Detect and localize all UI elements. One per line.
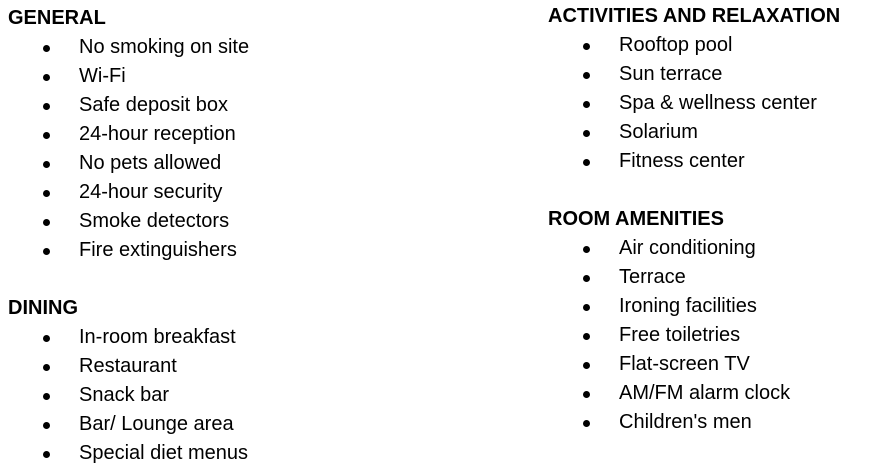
list-item-label: Snack bar: [79, 384, 170, 406]
bullet-icon: [583, 101, 590, 108]
bullet-icon: [583, 420, 590, 427]
list-item-label: No smoking on site: [79, 36, 250, 58]
list-item-label: Ironing facilities: [619, 295, 757, 317]
list-item-label: Rooftop pool: [619, 34, 733, 56]
list-item: [8, 178, 448, 207]
list-item: [548, 60, 886, 89]
left-column: [8, 4, 448, 468]
bullet-icon: [43, 335, 50, 342]
list-item-label: 24-hour security: [79, 181, 223, 203]
bullet-icon: [583, 391, 590, 398]
list-item-label: Spa & wellness center: [619, 92, 817, 114]
list-item: [8, 439, 448, 468]
list-item: [8, 236, 448, 265]
bullet-icon: [583, 362, 590, 369]
list-item: [548, 292, 886, 321]
list-item-label: Children's men: [619, 411, 752, 433]
general-list: [8, 33, 448, 265]
section-title-dining: DINING: [8, 297, 78, 319]
bullet-icon: [583, 130, 590, 137]
list-item: [8, 33, 448, 62]
list-item-label: Air conditioning: [619, 237, 756, 259]
list-item-label: In-room breakfast: [79, 326, 236, 348]
bullet-icon: [583, 43, 590, 50]
room-amenities-list: [548, 234, 886, 437]
section-title-room-amenities: ROOM AMENITIES: [548, 208, 724, 230]
list-item: [8, 207, 448, 236]
list-item-label: Free toiletries: [619, 324, 741, 346]
bullet-icon: [43, 132, 50, 139]
bullet-icon: [43, 103, 50, 110]
list-item: [8, 381, 448, 410]
list-item-label: Fitness center: [619, 150, 745, 172]
bullet-icon: [43, 422, 50, 429]
bullet-icon: [43, 219, 50, 226]
list-item-label: AM/FM alarm clock: [619, 382, 791, 404]
list-item-label: Smoke detectors: [79, 210, 230, 232]
section-gap: [8, 265, 448, 294]
list-item: [548, 234, 886, 263]
list-item: [548, 31, 886, 60]
bullet-icon: [43, 161, 50, 168]
list-item-label: No pets allowed: [79, 152, 222, 174]
bullet-icon: [43, 451, 50, 458]
list-item-label: Solarium: [619, 121, 698, 143]
list-item-label: Terrace: [619, 266, 686, 288]
dining-list: [8, 323, 448, 468]
list-item-label: Restaurant: [79, 355, 177, 377]
section-title-activities: ACTIVITIES AND RELAXATION: [548, 5, 841, 27]
bullet-icon: [43, 393, 50, 400]
right-column: [548, 2, 886, 437]
list-item: [8, 149, 448, 178]
list-item: [548, 147, 886, 176]
list-item: [548, 350, 886, 379]
list-item: [548, 118, 886, 147]
list-item: [548, 321, 886, 350]
list-item-label: 24-hour reception: [79, 123, 236, 145]
bullet-icon: [583, 246, 590, 253]
bullet-icon: [583, 304, 590, 311]
list-item: [548, 408, 886, 437]
list-item-label: Bar/ Lounge area: [79, 413, 234, 435]
bullet-icon: [583, 275, 590, 282]
bullet-icon: [43, 190, 50, 197]
list-item-label: Flat-screen TV: [619, 353, 750, 375]
list-item: [8, 120, 448, 149]
list-item-label: Fire extinguishers: [79, 239, 237, 261]
bullet-icon: [583, 72, 590, 79]
section-title-general: GENERAL: [8, 7, 106, 29]
list-item: [548, 379, 886, 408]
list-item-label: Sun terrace: [619, 63, 723, 85]
bullet-icon: [43, 74, 50, 81]
activities-list: [548, 31, 886, 176]
bullet-icon: [43, 248, 50, 255]
list-item-label: Wi-Fi: [79, 65, 126, 87]
list-item-label: Safe deposit box: [79, 94, 228, 116]
list-item: [8, 323, 448, 352]
list-item: [8, 62, 448, 91]
bullet-icon: [43, 364, 50, 371]
section-gap: [548, 176, 886, 205]
list-item: [8, 410, 448, 439]
list-item: [548, 89, 886, 118]
bullet-icon: [583, 159, 590, 166]
bullet-icon: [43, 45, 50, 52]
list-item-label: Special diet menus: [79, 442, 248, 464]
bullet-icon: [583, 333, 590, 340]
list-item: [8, 91, 448, 120]
list-item: [8, 352, 448, 381]
list-item: [548, 263, 886, 292]
